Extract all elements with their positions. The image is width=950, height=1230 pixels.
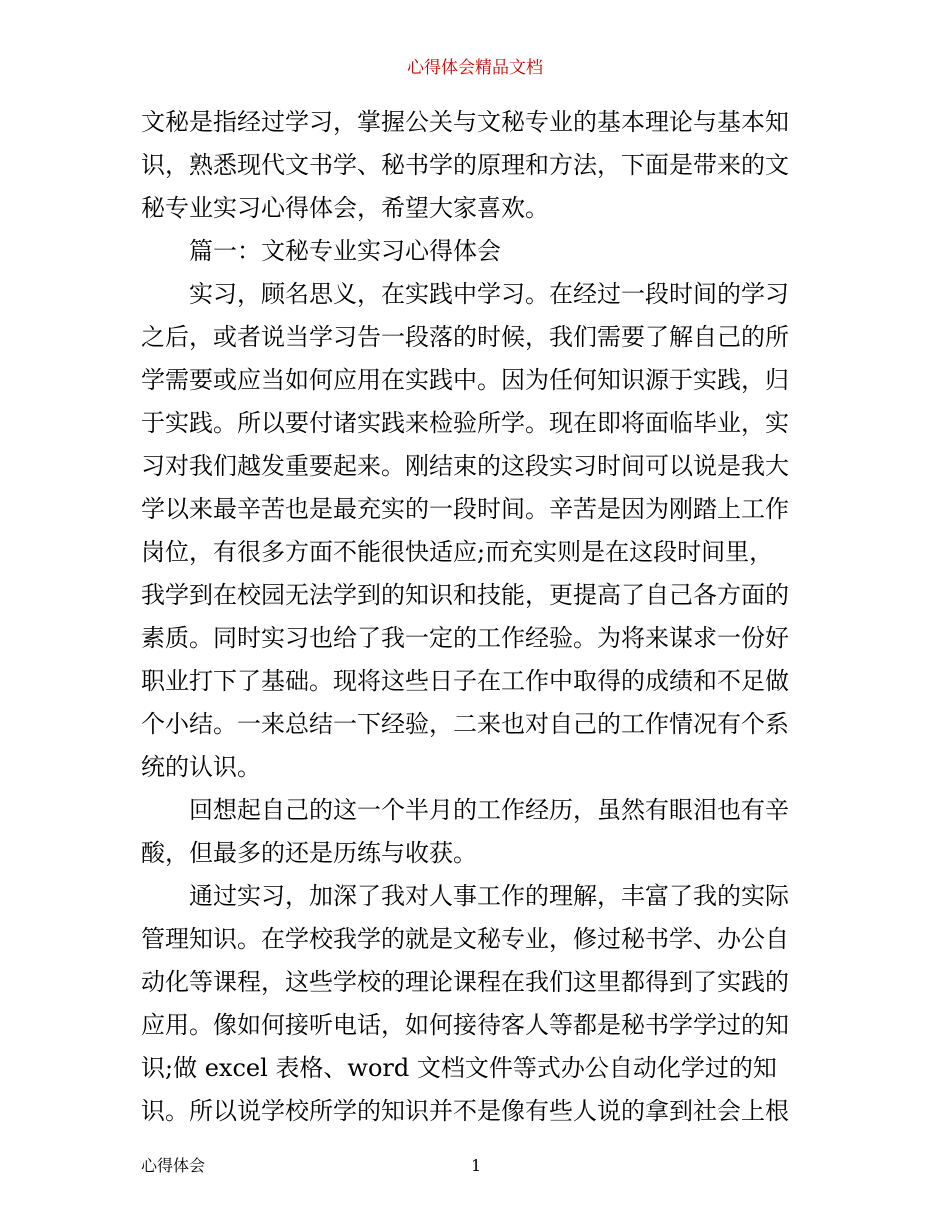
text-line: 识，熟悉现代文书学、秘书学的原理和方法，下面是带来的文 [141,151,789,179]
page-number: 1 [471,1156,482,1175]
text-line: 管理知识。在学校我学的就是文秘专业，修过秘书学、办公自 [141,925,789,953]
footer-label: 心得体会 [141,1156,206,1175]
text-line: 动化等课程，这些学校的理论课程在我们这里都得到了实践的 [141,968,789,996]
text-line: 学以来最辛苦也是最充实的一段时间。辛苦是因为刚踏上工作 [141,495,789,523]
text-line: 识。所以说学校所学的知识并不是像有些人说的拿到社会上根 [141,1097,789,1125]
text-line: 素质。同时实习也给了我一定的工作经验。为将来谋求一份好 [141,624,789,652]
text-line: 我学到在校园无法学到的知识和技能，更提高了自己各方面的 [141,581,789,609]
text-line: 统的认识。 [141,753,261,781]
text-line: 于实践。所以要付诸实践来检验所学。现在即将面临毕业，实 [141,409,789,437]
document-body [141,101,821,1133]
header-title: 心得体会精品文档 [407,58,543,78]
text-line: 酸，但最多的还是历练与收获。 [141,839,477,867]
section-heading: 篇一：文秘专业实习心得体会 [189,237,501,265]
text-line: 职业打下了基础。现将这些日子在工作中取得的成绩和不足做 [141,667,789,695]
text-line: 识;做 excel 表格、word 文档文件等式办公自动化学过的知 [141,1054,777,1082]
text-line: 岗位，有很多方面不能很快适应;而充实则是在这段时间里， [141,538,774,566]
text-line: 实习，顾名思义，在实践中学习。在经过一段时间的学习 [189,280,789,308]
text-line: 通过实习，加深了我对人事工作的理解，丰富了我的实际 [189,882,789,910]
text-line: 秘专业实习心得体会，希望大家喜欢。 [141,194,549,222]
text-line: 习对我们越发重要起来。刚结束的这段实习时间可以说是我大 [141,452,789,480]
text-line: 个小结。一来总结一下经验，二来也对自己的工作情况有个系 [141,710,789,738]
text-line: 文秘是指经过学习，掌握公关与文秘专业的基本理论与基本知 [141,108,789,136]
text-line: 回想起自己的这一个半月的工作经历，虽然有眼泪也有辛 [189,796,789,824]
text-line: 学需要或应当如何应用在实践中。因为任何知识源于实践，归 [141,366,789,394]
text-line: 之后，或者说当学习告一段落的时候，我们需要了解自己的所 [141,323,789,351]
text-line: 应用。像如何接听电话，如何接待客人等都是秘书学学过的知 [141,1011,789,1039]
